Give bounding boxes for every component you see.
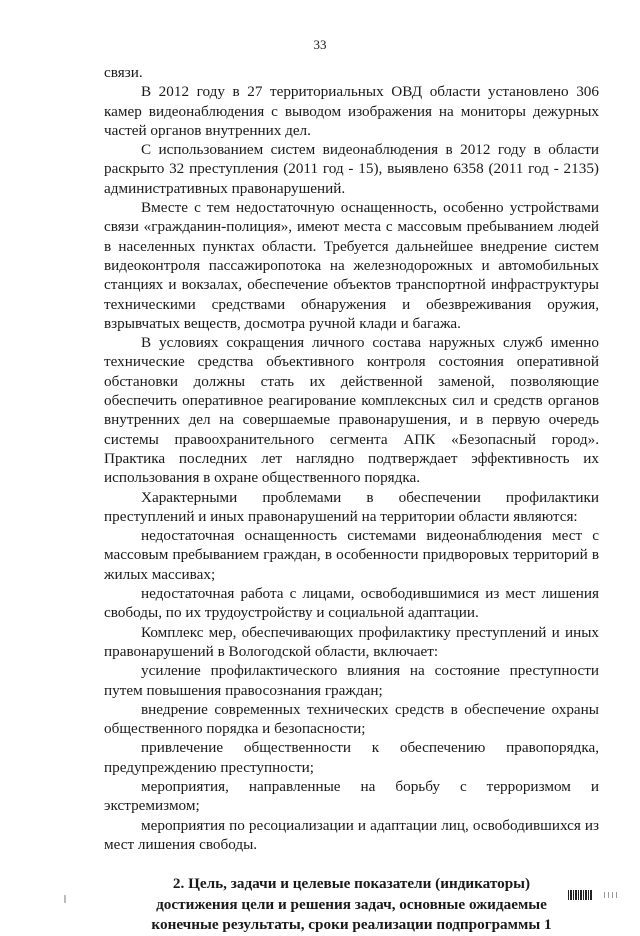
document-body [104, 63, 599, 936]
paragraph: связи. [104, 64, 143, 81]
paragraph: Комплекс мер, обеспечивающих профилактику преступлений и иных правонарушений в Вологодской области, включает: [104, 623, 599, 660]
list-item: мероприятия, направленные на борьбу с терроризмом и экстремизмом; [104, 777, 599, 815]
barcode-bars [568, 890, 592, 900]
page-number: 33 [313, 37, 327, 52]
section-heading-line: достижения цели и решения задач, основные ожидаемые [156, 895, 547, 913]
scan-mark [64, 895, 66, 903]
list-item: мероприятия по ресоциализации и адаптации лиц, освободившихся из мест лишения свободы. [104, 816, 599, 853]
section-heading-line: 2. Цель, задачи и целевые показатели (индикаторы) [172, 875, 531, 893]
paragraph: Характерными проблемами в обеспечении профилактики преступлений и иных правонарушений на территории области являются: [104, 488, 599, 525]
section-heading-line: конечные результаты, сроки реализации подпрограммы 1 [151, 916, 552, 934]
paragraph: В условиях сокращения личного состава наружных служб именно технические средства объективного контроля состояния оперативной обстановки должны стать их действенной заменой, позволяющие обеспечить оперативное реагирование комплексных сил и средств органов внутренних дел на совершаемые правонарушения, и в первую очередь системы правоохранительного сегмента АПК «Безопасный город». Практика последних лет наглядно подтверждает эффективность их использования в охране общественного порядка. [104, 334, 599, 487]
barcode-dots [604, 892, 620, 898]
paragraph: Вместе с тем недостаточную оснащенность, особенно устройствами связи «гражданин-полиция», имеют места с массовым пребыванием людей в населенных пунктах области. Требуется дальнейшее внедрение систем видеоконтроля пассажиропотока на железнодорожных и автомобильных станциях и вокзалах, обеспечение объектов транспортной инфраструктуры техническими средствами обнаружения и обезвреживания оружия, взрывчатых веществ, досмотра ручной клади и багажа. [104, 199, 599, 332]
list-item: внедрение современных технических средств в обеспечение охраны общественного порядка и безопасности; [104, 700, 599, 738]
paragraph: В 2012 году в 27 территориальных ОВД области установлено 306 камер видеонаблюдения с выводом изображения на мониторы дежурных частей органов внутренних дел. [104, 83, 599, 139]
list-item: недостаточная оснащенность системами видеонаблюдения мест с массовым пребыванием граждан, в особенности придворовых территорий в жилых массивах; [104, 527, 599, 583]
list-item: привлечение общественности к обеспечению правопорядка, предупреждению преступности; [104, 739, 599, 776]
list-item: недостаточная работа с лицами, освободившимися из мест лишения свободы, по их трудоустройству и социальной адаптации. [104, 585, 599, 622]
paragraph: С использованием систем видеонаблюдения в 2012 году в области раскрыто 32 преступления (2011 год - 15), выявлено 6358 (2011 год - 2135) административных правонарушений. [104, 141, 599, 197]
list-item: усиление профилактического влияния на состояние преступности путем повышения правосознания граждан; [104, 662, 599, 699]
scan-barcode [568, 890, 620, 900]
